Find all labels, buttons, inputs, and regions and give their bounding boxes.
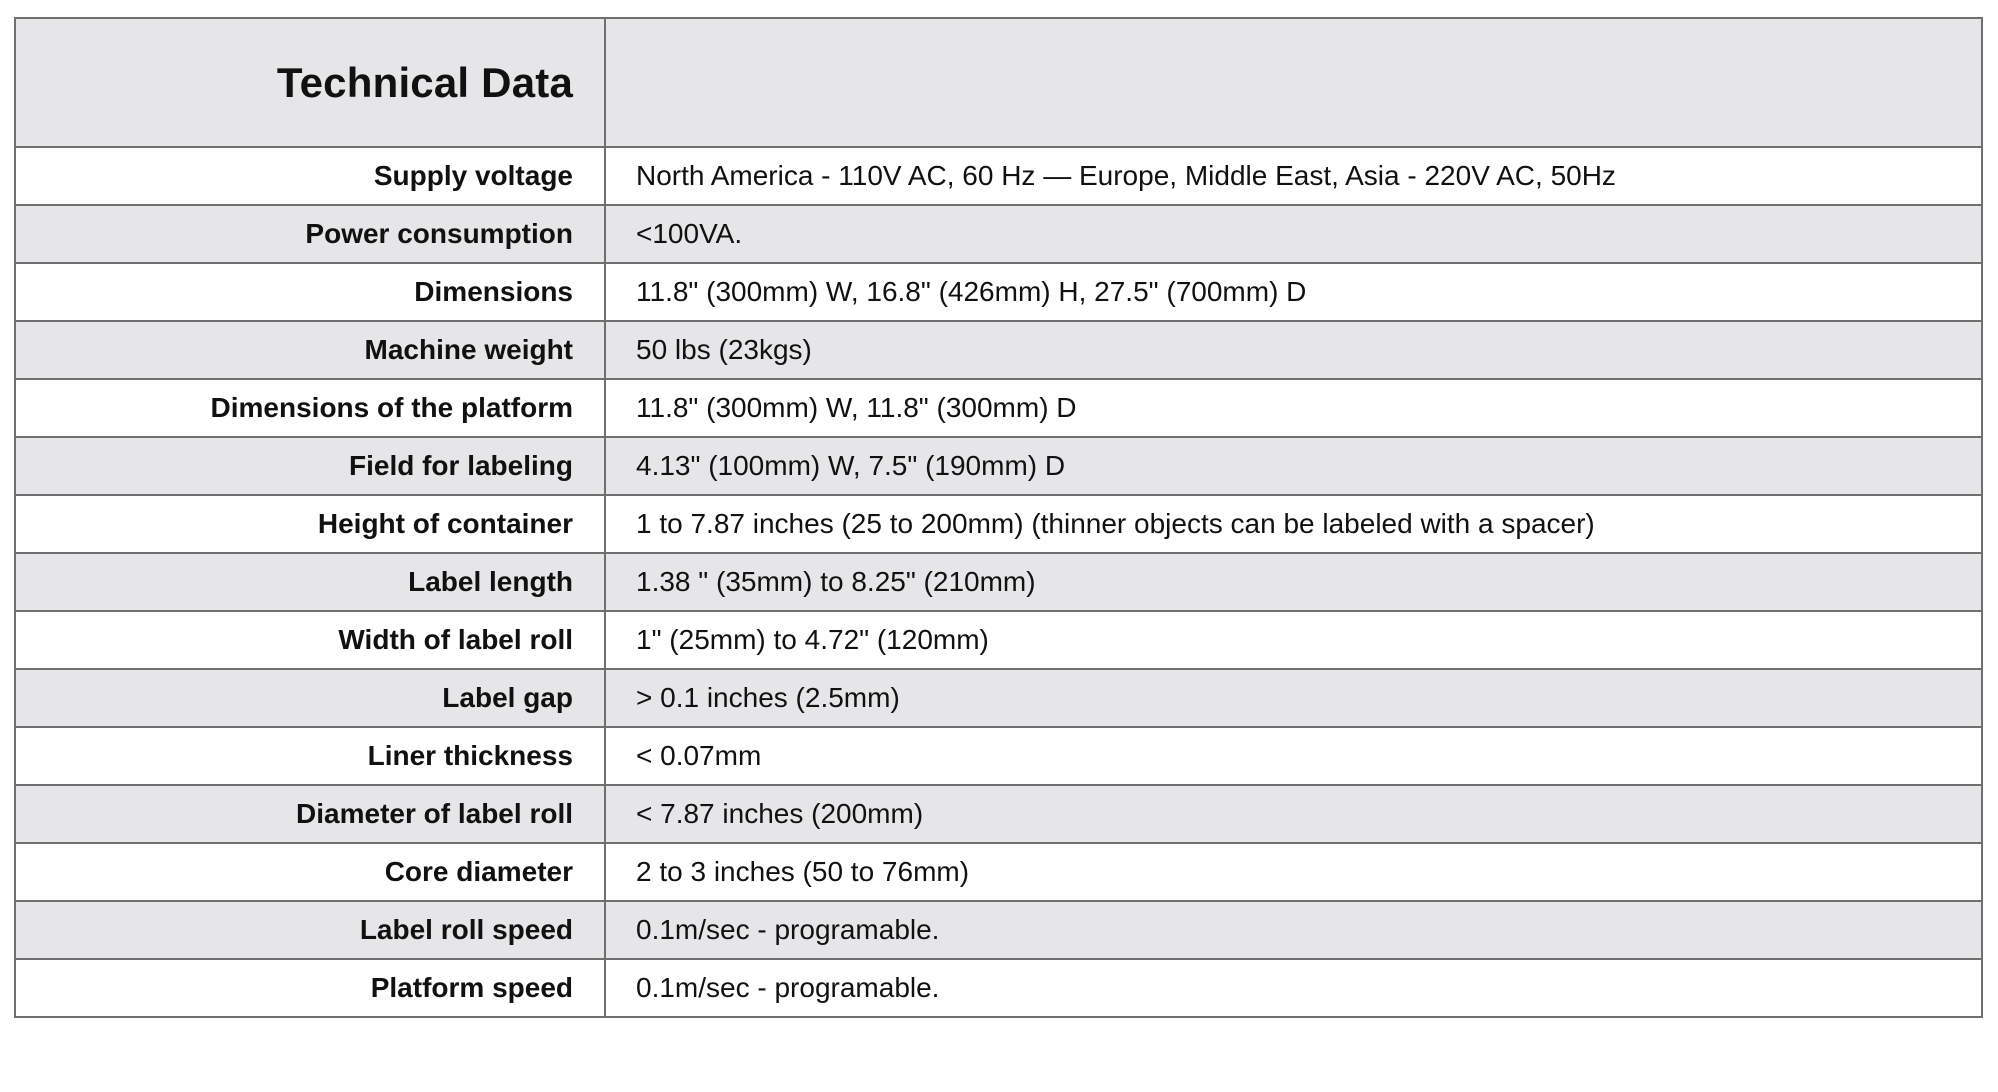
table-row bbox=[15, 321, 1982, 379]
table-row bbox=[15, 379, 1982, 437]
table-title: Technical Data bbox=[276, 58, 573, 106]
row-value: < 7.87 inches (200mm) bbox=[605, 785, 1982, 843]
table-row bbox=[15, 553, 1982, 611]
row-value: 1" (25mm) to 4.72" (120mm) bbox=[605, 611, 1982, 669]
row-label: Machine weight bbox=[15, 321, 605, 379]
row-value: > 0.1 inches (2.5mm) bbox=[605, 669, 1982, 727]
row-value: 1 to 7.87 inches (25 to 200mm) (thinner objects can be labeled with a spacer) bbox=[605, 495, 1982, 553]
row-label: Label length bbox=[15, 553, 605, 611]
table-row bbox=[15, 263, 1982, 321]
row-label: Platform speed bbox=[15, 959, 605, 1017]
row-value: 4.13" (100mm) W, 7.5" (190mm) D bbox=[605, 437, 1982, 495]
row-label: Dimensions bbox=[15, 263, 605, 321]
row-value: 0.1m/sec - programable. bbox=[605, 959, 1982, 1017]
row-value: North America - 110V AC, 60 Hz — Europe, Middle East, Asia - 220V AC, 50Hz bbox=[605, 147, 1982, 205]
table-row bbox=[15, 901, 1982, 959]
table-row bbox=[15, 785, 1982, 843]
row-label: Supply voltage bbox=[15, 147, 605, 205]
row-value: 11.8" (300mm) W, 11.8" (300mm) D bbox=[605, 379, 1982, 437]
row-label: Dimensions of the platform bbox=[15, 379, 605, 437]
table-row bbox=[15, 495, 1982, 553]
table-row bbox=[15, 727, 1982, 785]
table-row bbox=[15, 147, 1982, 205]
row-value: 1.38 " (35mm) to 8.25" (210mm) bbox=[605, 553, 1982, 611]
table-header-empty-cell bbox=[605, 18, 1982, 147]
row-value: 50 lbs (23kgs) bbox=[605, 321, 1982, 379]
table-title-cell bbox=[15, 18, 605, 147]
table-row bbox=[15, 611, 1982, 669]
row-value: 2 to 3 inches (50 to 76mm) bbox=[605, 843, 1982, 901]
row-value: 0.1m/sec - programable. bbox=[605, 901, 1982, 959]
row-value: < 0.07mm bbox=[605, 727, 1982, 785]
row-label: Liner thickness bbox=[15, 727, 605, 785]
table-row bbox=[15, 843, 1982, 901]
row-label: Height of container bbox=[15, 495, 605, 553]
row-label: Core diameter bbox=[15, 843, 605, 901]
table-row bbox=[15, 959, 1982, 1017]
row-label: Width of label roll bbox=[15, 611, 605, 669]
row-label: Label gap bbox=[15, 669, 605, 727]
technical-data-table-container bbox=[14, 17, 1983, 1018]
table-row bbox=[15, 437, 1982, 495]
table-row bbox=[15, 205, 1982, 263]
row-label: Power consumption bbox=[15, 205, 605, 263]
row-value: 11.8" (300mm) W, 16.8" (426mm) H, 27.5" (700mm) D bbox=[605, 263, 1982, 321]
row-label: Field for labeling bbox=[15, 437, 605, 495]
table-header-row bbox=[15, 18, 1982, 147]
technical-data-table bbox=[14, 17, 1983, 1018]
row-value: <100VA. bbox=[605, 205, 1982, 263]
row-label: Diameter of label roll bbox=[15, 785, 605, 843]
row-label: Label roll speed bbox=[15, 901, 605, 959]
table-row bbox=[15, 669, 1982, 727]
